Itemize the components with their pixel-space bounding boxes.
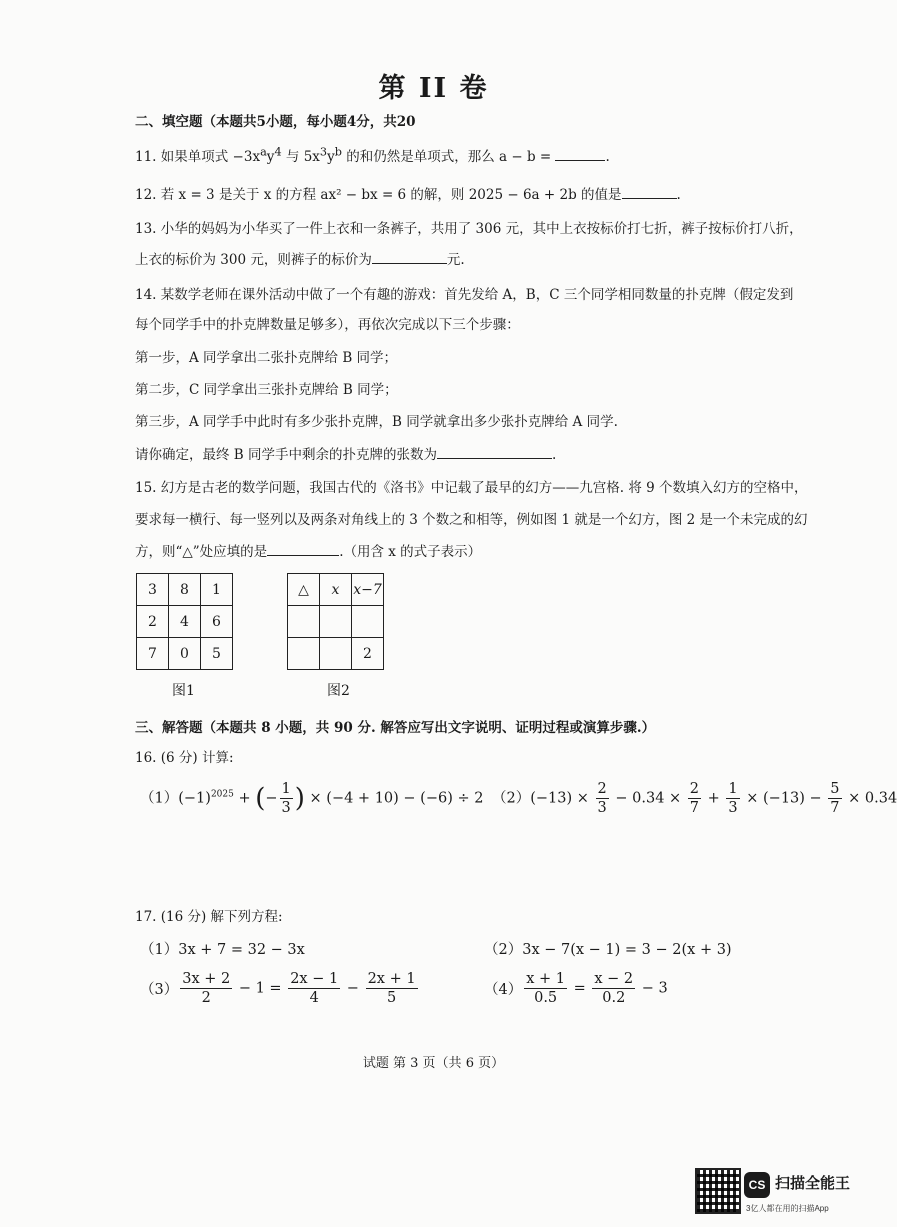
question-14-step-3: 第三步，A 同学手中此时有多少张扑克牌，B 同学就拿出多少张扑克牌给 A 同学. bbox=[135, 414, 618, 430]
page-title: 第 II 卷 bbox=[378, 73, 489, 104]
question-12 bbox=[135, 183, 681, 203]
q17-p3-frac-2: $\frac{2x - 1}{4}$ bbox=[290, 971, 339, 1006]
q17-p1-equation: 3x + 7 = 32 − 3x bbox=[178, 942, 305, 958]
fig1-cell: 5 bbox=[201, 638, 233, 670]
q16-p1-c: × (−4 + 10) − (−6) ÷ 2 bbox=[304, 790, 484, 807]
q17-p4-frac-2: $\frac{x - 2}{0.2}$ bbox=[594, 971, 634, 1006]
q16-p1-exp: 2025 bbox=[210, 789, 234, 800]
question-14-ask bbox=[135, 443, 556, 463]
q16-p2-frac-4: $\frac{5}{7}$ bbox=[830, 781, 840, 816]
q13-unit: 元. bbox=[446, 252, 465, 268]
question-15-line-2: 要求每一横行、每一竖列以及两条对角线上的 3 个数之和相等，例如图 1 就是一个幻方，图 2 是一个未完成的幻 bbox=[135, 512, 808, 528]
fig2-cell-triangle: △ bbox=[288, 574, 320, 606]
q17-p4-frac-1: $\frac{x + 1}{0.5}$ bbox=[526, 971, 566, 1006]
section-2-header: 二、填空题（本题共5小题，每小题4分，共20 bbox=[135, 114, 416, 130]
q11-rest: 的和仍然是单项式，那么 a − b = bbox=[341, 149, 556, 165]
q12-text: 12. 若 x = 3 是关于 x 的方程 ax² − bx = 6 的解，则 2025 − 6a + 2b 的值是 bbox=[135, 187, 622, 203]
page-footer: 试题 第 3 页（共 6 页） bbox=[362, 1056, 505, 1071]
q11-sup-4: 4 bbox=[274, 145, 282, 159]
q17-p4-a: = bbox=[569, 980, 591, 997]
q11-sup-a: a bbox=[260, 145, 267, 159]
question-11 bbox=[135, 145, 610, 165]
q17-p3-frac-3: $\frac{2x + 1}{5}$ bbox=[367, 971, 416, 1006]
q11-sup-b: b bbox=[334, 145, 342, 159]
question-13-line-1: 13. 小华的妈妈为小华买了一件上衣和一条裤子，共用了 306 元，其中上衣按标价打七折，裤子按标价打八折， bbox=[135, 221, 803, 237]
fig1-cell: 0 bbox=[169, 638, 201, 670]
fig2-cell: 2 bbox=[352, 638, 384, 670]
question-14-line-2: 每个同学手中的扑克牌数量足够多），再依次完成以下三个步骤： bbox=[135, 317, 520, 333]
question-14-line-1: 14. 某数学老师在课外活动中做了一个有趣的游戏：首先发给 A，B，C 三个同学相同数量的扑克牌（假定发到 bbox=[135, 287, 794, 303]
question-15-line-3 bbox=[135, 540, 481, 560]
q17-p2-label: （2） bbox=[484, 942, 523, 958]
fig2-cell bbox=[288, 606, 320, 638]
magic-square-figure-1 bbox=[136, 573, 233, 670]
q16-p2-a: (−13) × bbox=[530, 790, 594, 807]
q12-end: . bbox=[676, 187, 681, 203]
magic-square-figure-2 bbox=[287, 573, 384, 670]
q13-line2-text: 上衣的标价为 300 元，则裤子的标价为 bbox=[135, 252, 372, 268]
q16-part-2 bbox=[492, 780, 897, 817]
question-16-header: 16. (6 分) 计算: bbox=[135, 750, 234, 766]
q17-part-1 bbox=[140, 938, 305, 959]
q17-p3-frac-1: $\frac{3x + 2}{2}$ bbox=[182, 971, 231, 1006]
q11-and: 与 5x bbox=[281, 149, 320, 165]
fig2-cell: x−7 bbox=[352, 574, 384, 606]
question-14-step-1: 第一步，A 同学拿出二张扑克牌给 B 同学； bbox=[135, 350, 398, 366]
q14-answer-blank[interactable] bbox=[437, 444, 552, 459]
q17-p4-b: − 3 bbox=[637, 980, 668, 997]
q11-sup-3: 3 bbox=[319, 145, 328, 159]
q17-p3-label: （3） bbox=[140, 982, 179, 998]
scanner-brand: 扫描全能王 bbox=[775, 1175, 851, 1192]
fig1-cell: 8 bbox=[169, 574, 201, 606]
fig1-cell: 7 bbox=[137, 638, 169, 670]
q16-p2-e: × 0.34 bbox=[843, 790, 897, 807]
q12-answer-blank[interactable] bbox=[622, 184, 677, 199]
q16-p2-b: − 0.34 × bbox=[610, 790, 686, 807]
q16-p2-c: + bbox=[703, 790, 725, 807]
scanner-tagline: 3亿人都在用的扫描App bbox=[746, 1204, 829, 1213]
question-17-header: 17. (16 分) 解下列方程: bbox=[135, 909, 283, 925]
question-13-line-2 bbox=[135, 248, 465, 268]
fig2-cell bbox=[320, 606, 352, 638]
q11-y: y bbox=[266, 149, 275, 165]
q14-end: . bbox=[552, 447, 557, 463]
fig1-cell: 3 bbox=[137, 574, 169, 606]
q16-p2-label: （2） bbox=[492, 790, 531, 807]
q16-p2-frac-1: $\frac{2}{3}$ bbox=[597, 781, 607, 816]
figure-2-caption: 图2 bbox=[327, 683, 350, 699]
q11-end: . bbox=[605, 149, 610, 165]
q14-ask-text: 请你确定，最终 B 同学手中剩余的扑克牌的张数为 bbox=[135, 447, 438, 463]
q16-p2-frac-3: $\frac{1}{3}$ bbox=[728, 781, 738, 816]
fig2-cell bbox=[352, 606, 384, 638]
fig2-cell bbox=[288, 638, 320, 670]
fig1-cell: 2 bbox=[137, 606, 169, 638]
question-14-step-2: 第二步，C 同学拿出三张扑克牌给 B 同学； bbox=[135, 382, 398, 398]
q13-answer-blank[interactable] bbox=[372, 249, 447, 264]
q16-p1-label: （1） bbox=[140, 790, 179, 807]
q17-part-4 bbox=[484, 970, 668, 1007]
q16-part-1: $(1)(-1)^{2025}$ + (− $\frac{1}{3}$ ) × (−4 + 10) − (−6) ÷ 2 bbox=[140, 781, 484, 816]
q16-p2-frac-2: $\frac{2}{7}$ bbox=[689, 781, 700, 816]
q16-p1-b: + bbox=[233, 790, 256, 807]
q16-p1-fraction: $\frac{1}{3}$ bbox=[281, 781, 291, 816]
q17-part-2 bbox=[484, 938, 732, 959]
q15-line3-text: 方，则“△”处应填的是 bbox=[135, 544, 268, 560]
question-15-line-1: 15. 幻方是古老的数学问题，我国古代的《洛书》中记载了最早的幻方——九宫格. 将 9 个数填入幻方的空格中， bbox=[135, 480, 808, 496]
fig1-cell: 1 bbox=[201, 574, 233, 606]
qr-code-icon bbox=[695, 1168, 741, 1214]
section-3-header: 三、解答题（本题共 8 小题，共 90 分. 解答应写出文字说明、证明过程或演算步骤.） bbox=[135, 720, 656, 736]
fig1-cell: 4 bbox=[169, 606, 201, 638]
q11-y2: y bbox=[327, 149, 335, 165]
q17-p1-label: （1） bbox=[140, 942, 179, 958]
q17-part-3 bbox=[140, 970, 420, 1007]
figure-1-caption: 图1 bbox=[172, 683, 195, 699]
fig1-cell: 6 bbox=[201, 606, 233, 638]
q16-p1-a: (−1) bbox=[178, 790, 211, 807]
q15-answer-blank[interactable] bbox=[267, 541, 339, 556]
q16-p2-d: × (−13) − bbox=[741, 790, 827, 807]
fig2-cell bbox=[320, 638, 352, 670]
q15-line3-hint: .（用含 x 的式子表示） bbox=[339, 544, 482, 560]
q17-p3-b: − bbox=[342, 980, 364, 997]
q17-p3-a: − 1 = bbox=[234, 980, 287, 997]
q17-p4-label: （4） bbox=[484, 982, 523, 998]
camscanner-logo-icon: CS bbox=[744, 1172, 770, 1198]
q11-answer-blank[interactable] bbox=[555, 146, 605, 161]
q11-text: 11. 如果单项式 −3x bbox=[135, 149, 261, 165]
fig2-cell: x bbox=[320, 574, 352, 606]
q17-p2-equation: 3x − 7(x − 1) = 3 − 2(x + 3) bbox=[522, 942, 732, 958]
